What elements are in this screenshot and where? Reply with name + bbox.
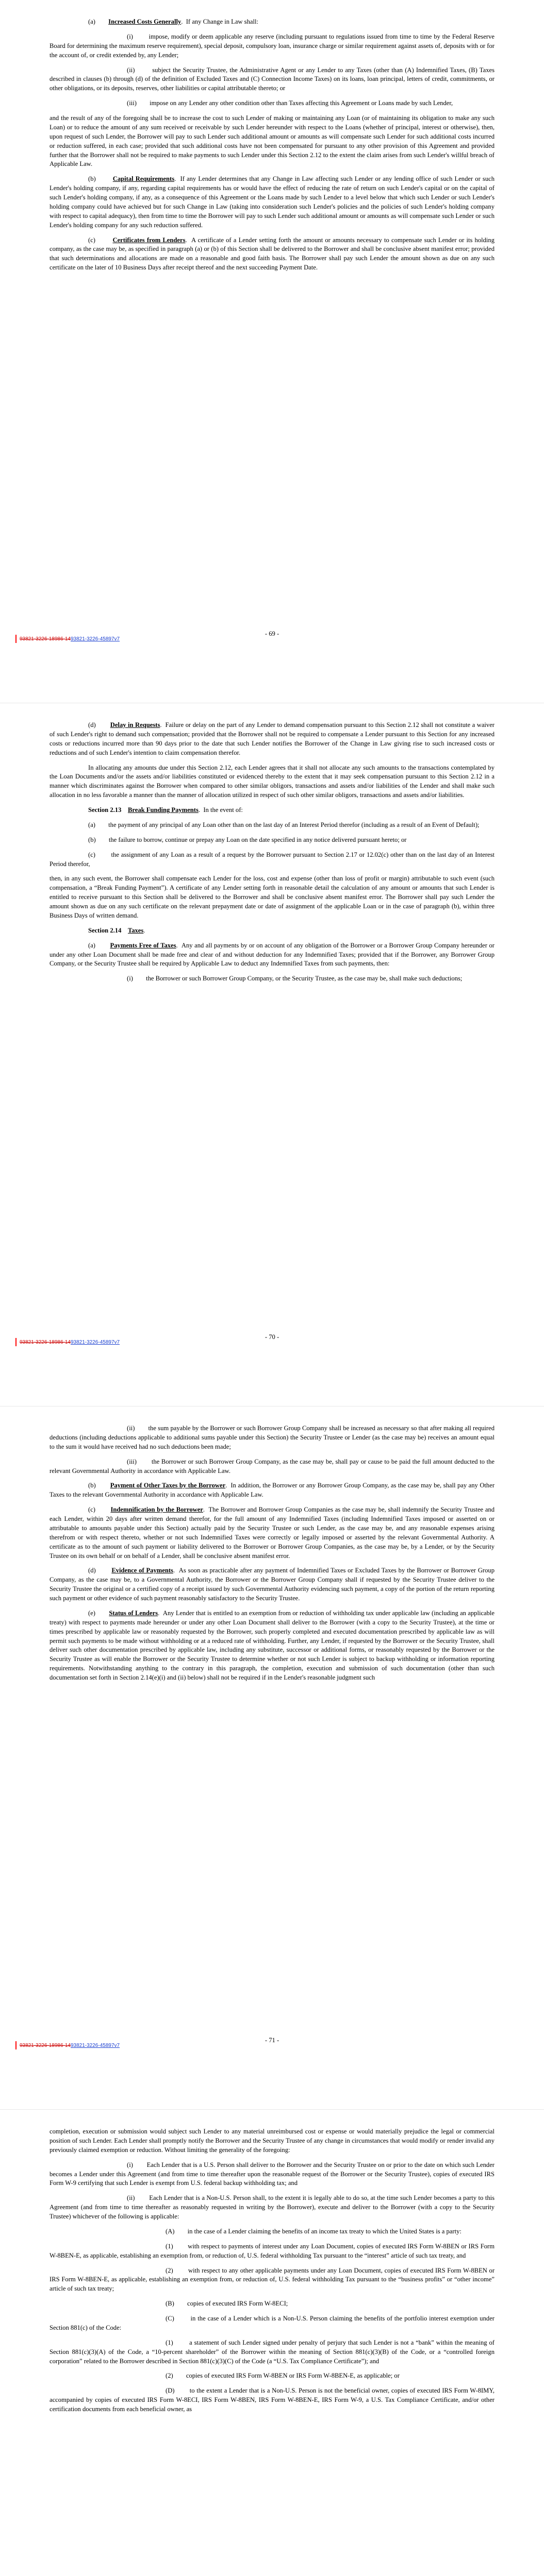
document-id	[20, 2042, 120, 2049]
paragraph-text: As soon as practicable after any payment of Indemnified Taxes or Excluded Taxes by the Borrower or Borrower Group Company, as the case may be, to a Governmental Authority, the Borrower or the Borrower Group Company shall if requested by the Security Trustee deliver to the Security Trustee the original or a certified copy of a receipt issued by such Governmental Authority evidencing such payment, a copy of the portion of the return reporting such payment or other evidence of such payment reasonably satisfactory to the Security Trustee.	[50, 1567, 495, 1602]
page-number: - 71 -	[265, 2037, 279, 2044]
paragraph: (d) Evidence of Payments. As soon as practicable after any payment of Indemnified Taxes or Excluded Taxes by the Borrower or Borrower Group Company, as the case may be, to a Governmental Authority, the Borrower or the Borrower Group Company shall if requested by the Security Trustee deliver to the Security Trustee the original or a certified copy of a receipt issued by such Governmental Authority evidencing such payment, a copy of the portion of the return reporting such payment or other evidence of such payment reasonably satisfactory to the Security Trustee.	[50, 1567, 495, 1602]
clause-label: (A)	[166, 2227, 175, 2235]
paragraph	[50, 32, 494, 60]
change-bar	[15, 2041, 17, 2049]
paragraph	[50, 2194, 494, 2222]
page	[0, 0, 544, 703]
paragraph	[50, 99, 494, 108]
clause-label: (ii)	[127, 1425, 135, 1432]
paragraph-text: the assignment of any Loan as a result of a request by the Borrower pursuant to Section 2.17 or 12.02(c) other than on the last day of an Interest Period therefor,	[50, 851, 494, 868]
page-footer	[0, 2036, 544, 2052]
paragraph-text: In allocating any amounts due under this Section 2.12, each Lender agrees that it shall not allocate any such amounts to the transactions contemplated by the Loan Documents and/or the assets and/or liabilities constituted or evidenced thereby to the extent that it may seek compensation pursuant to this Section 2.12 in a manner which discriminates against the Borrower when compared to other similar obligors, transactions and assets and/or liabilities of the Lender and shall make such allocation in no less favorable a manner than the manner of allocation utilized in respect of such other similar obligors, transactions and assets and/or liabilities.	[50, 764, 494, 799]
paragraph-text: Any and all payments by or on account of any obligation of the Borrower or a Borrower Group Company hereunder or under any other Loan Document shall be made free and clear of and without deduction for any Indemnified Taxes; provided that if the Borrower, any Borrower Group Company, or the Security Trustee shall be required by Applicable Law to deduct any Indemnified Taxes from such payments, then:	[50, 941, 494, 968]
clause-label: (1)	[166, 2242, 173, 2250]
paragraph: (e) Status of Lenders. Any Lender that is entitled to an exemption from or reduction of withholding tax under applicable law (including an applicable treaty) with respect to payments made hereunder or under any other Loan Document shall deliver to the Borrower (with a copy to the Security Trustee), at the time or times prescribed by applicable law or reasonably requested by the Borrower, such properly completed and executed documentation prescribed by applicable law as will permit such payments to be made without withholding or at a reduced rate of withholding. Further, any Lender, if requested by the Borrower or the Security Trustee, shall deliver such other documentation prescribed by applicable law, including any substitute, successor or additional forms, or reasonably requested by the Borrower or the Security Trustee as will enable the Borrower or the Security Trustee to determine whether or not such Lender is subject to backup withholding or information reporting requirements. Notwithstanding anything to the contrary in this paragraph, the completion, execution and submission of such documentation (other than such documentation set forth in Section 2.14(e)(i) and (ii) below) shall not be required if in the Lender's reasonable judgment such	[50, 1609, 495, 1681]
section-number: Section 2.13	[88, 806, 122, 814]
paragraph: (a) Increased Costs Generally. If any Change in Law shall:	[88, 18, 258, 25]
clause-label: (1)	[166, 2338, 173, 2346]
paragraph-text: copies of executed IRS Form W-8BEN or IRS Form W-8BEN-E, as applicable; or	[186, 2372, 400, 2380]
paragraph-text: in the case of a Lender claiming the benefits of an income tax treaty to which the United States is a party:	[187, 2227, 461, 2235]
clause-label: (b)	[88, 836, 96, 843]
clause-title: Capital Requirements	[112, 175, 175, 183]
document-id-deleted: 93821-3226-18986-14	[20, 1340, 71, 1345]
paragraph	[50, 821, 494, 830]
page-number: - 69 -	[265, 630, 279, 637]
clause-label: (c)	[88, 236, 95, 244]
clause-title: Evidence of Payments	[111, 1567, 173, 1574]
paragraph-text: in the case of a Lender which is a Non-U.S. Person claiming the benefits of the portfolio interest exemption under Section 881(c) of the Code:	[50, 2315, 494, 2331]
paragraph-text: If any Change in Law shall:	[186, 18, 258, 25]
paragraph-text: and the result of any of the foregoing shall be to increase the cost to such Lender of making or maintaining any Loan (or of maintaining its obligation to make any such Loan) or to reduce the amount of any sum received or receivable by such Lender hereunder with respect to the Loans (whether of principal, interest or otherwise), then, upon request of such Lender, the Borrower will pay to such Lender such additional amount or amounts as will compensate such Lender for such additional costs incurred or reduction suffered, in each case; provided that such additional costs have not been compensated for pursuant to any other provision of this Agreement and provided further that the Borrower shall not be required to make payments to such Lender under this Section 2.12 to the extent the claim arises from such Lender's willful breach of Applicable Law.	[50, 114, 494, 168]
page-footer	[0, 630, 544, 645]
paragraph: (a) Payments Free of Taxes. Any and all payments by or on account of any obligation of the Borrower or a Borrower Group Company hereunder or under any other Loan Document shall be made free and clear of and without deduction for any Indemnified Taxes; provided that if the Borrower, any Borrower Group Company, or the Security Trustee shall be required by Applicable Law to deduct any Indemnified Taxes from such payments, then:	[50, 941, 494, 968]
clause-label: (C)	[166, 2315, 174, 2322]
paragraph-text: The Borrower and Borrower Group Companies as the case may be, shall indemnify the Security Trustee and each Lender, within 20 days after written demand therefor, for the full amount of any Indemnified Taxes (including Indemnified Taxes imposed or asserted on or attributable to amounts payable under this Section) actually paid by the Security Trustee or such Lender, as the case may be, and any reasonable expenses arising therefrom or with respect thereto, whether or not such Indemnified Taxes were correctly or legally imposed or asserted by the relevant Governmental Authority. A certificate as to the amount of such payment or liability delivered to the Borrower or Borrower Group Companies, as the case may be, by a Lender, or by the Security Trustee on its own behalf or on behalf of a Lender, shall be conclusive absent manifest error.	[50, 1506, 495, 1560]
paragraph	[50, 2338, 494, 2366]
clause-label: (i)	[127, 2161, 133, 2168]
page-number: - 70 -	[265, 1333, 279, 1341]
paragraph-text: In addition, the Borrower or any Borrower Group Company, as the case may be, shall pay any Other Taxes to the relevant Governmental Authority in accordance with Applicable Law.	[50, 1482, 495, 1499]
paragraph	[50, 2227, 494, 2236]
paragraph	[50, 2314, 494, 2333]
clause-label: (iii)	[127, 99, 137, 107]
clause-label: (c)	[88, 851, 95, 858]
paragraph-text: Each Lender that is a U.S. Person shall deliver to the Borrower and the Security Trustee on or prior to the date on which such Lender becomes a Lender under this Agreement (and from time to time thereafter upon the reasonable request of the Borrower or the Security Trustee), copies of executed IRS Form W-9 certifying that such Lender is exempt from U.S. federal backup withholding tax; and	[50, 2161, 495, 2187]
clause-label: (B)	[166, 2300, 174, 2308]
clause-label: (i)	[127, 975, 133, 982]
clause-label: (iii)	[127, 1458, 137, 1465]
paragraph	[50, 974, 494, 984]
paragraph-text: the failure to borrow, continue or prepay any Loan on the date specified in any notice delivered pursuant hereto; or	[108, 836, 407, 843]
paragraph-text: the payment of any principal of any Loan other than on the last day of an Interest Period therefor (including as a result of an Event of Default);	[108, 821, 480, 828]
paragraph	[50, 874, 494, 920]
paragraph	[50, 1424, 494, 1452]
paragraph-text: the Borrower or such Borrower Group Company, as the case may be, shall pay or cause to be paid the full amount deducted to the relevant Governmental Authority in accordance with Applicable Law.	[50, 1458, 494, 1475]
paragraph: (c) Indemnification by the Borrower. The Borrower and Borrower Group Companies as the case may be, shall indemnify the Security Trustee and each Lender, within 20 days after written demand therefor, for the full amount of any Indemnified Taxes (including Indemnified Taxes imposed or asserted on or attributable to amounts payable under this Section) actually paid by the Security Trustee or such Lender, as the case may be, and any reasonable expenses arising therefrom or with respect thereto, whether or not such Indemnified Taxes were correctly or legally imposed or asserted by the relevant Governmental Authority. A certificate as to the amount of such payment or liability delivered to the Borrower or Borrower Group Companies, as the case may be, by a Lender, or by the Security Trustee on its own behalf or on behalf of a Lender, shall be conclusive absent manifest error.	[50, 1506, 495, 1560]
clause-label: (c)	[88, 1506, 95, 1514]
paragraph-text: Each Lender that is a Non-U.S. Person shall, to the extent it is legally able to do so, at the time such Lender becomes a party to this Agreement (and from time to time thereafter as reasonably requested in writing by the Borrower), execute and deliver to the Borrower (with a copy to the Security Trustee) whichever of the following is applicable:	[50, 2194, 495, 2220]
document-id-inserted: 93821-3226-45897v7	[70, 2043, 120, 2048]
paragraph-text: with respect to payments of interest under any Loan Document, copies of executed IRS Form W-8BEN or IRS Form W-8BEN-E, as applicable, establishing an exemption from, or reduction of, U.S. federal withholding Tax pursuant to the “interest” article of such tax treaty, and	[50, 2242, 494, 2259]
page	[0, 1406, 544, 2110]
clause-label: (D)	[166, 2387, 175, 2395]
clause-label: (a)	[88, 18, 95, 25]
change-bar	[15, 1338, 17, 1346]
paragraph-text: a statement of such Lender signed under penalty of perjury that such Lender is not a “bank” within the meaning of Section 881(c)(3)(A) of the Code, a “10-percent shareholder” of the Borrower within the meaning of Section 881(c)(3)(B) of the Code, or a “controlled foreign corporation” related to the Borrower described in Section 881(c)(3)(C) of the Code (a “U.S. Tax Compliance Certificate”); and	[50, 2338, 494, 2365]
paragraph	[50, 66, 494, 94]
paragraph-text: Any Lender that is entitled to an exemption from or reduction of withholding tax under applicable law (including an applicable treaty) with respect to payments made hereunder or under any other Loan Document shall deliver to the Borrower (with a copy to the Security Trustee), at the time or times prescribed by applicable law or reasonably requested by the Borrower, such properly completed and executed documentation prescribed by applicable law as will permit such payments to be made without withholding or at a reduced rate of withholding. Further, any Lender, if requested by the Borrower or the Security Trustee, shall deliver such other documentation prescribed by applicable law, including any substitute, successor or additional forms, or reasonably requested by the Borrower or the Security Trustee as will enable the Borrower or the Security Trustee to determine whether or not such Lender is subject to backup withholding or information reporting requirements. Notwithstanding anything to the contrary in this paragraph, the completion, execution and submission of such documentation (other than such documentation set forth in Section 2.14(e)(i) and (ii) below) shall not be required if in the Lender's reasonable judgment such	[50, 1609, 495, 1681]
paragraph	[50, 114, 494, 169]
document-id	[20, 636, 120, 643]
paragraph	[50, 764, 494, 801]
paragraph: (b) Payment of Other Taxes by the Borrower. In addition, the Borrower or any Borrower Group Company, as the case may be, shall pay any Other Taxes to the relevant Governmental Authority in accordance with Applicable Law.	[50, 1482, 495, 1499]
paragraph	[50, 2266, 494, 2294]
clause-title: Indemnification by the Borrower	[110, 1506, 203, 1514]
paragraph	[50, 2371, 494, 2381]
page-footer	[0, 1333, 544, 1348]
clause-label: (e)	[88, 1609, 95, 1617]
clause-label: (d)	[88, 721, 96, 728]
paragraph-text: copies of executed IRS Form W-8ECI;	[187, 2300, 288, 2308]
section-number: Section 2.14	[88, 926, 122, 934]
clause-label: (ii)	[127, 2194, 135, 2202]
paragraph-text: completion, execution or submission would subject such Lender to any material unreimbursed cost or expense or would materially prejudice the legal or commercial position of such Lender. Each Lender shall promptly notify the Borrower and the Security Trustee of any change in circumstances that would modify or render invalid any previously claimed exemption or reduction. Without limiting the generality of the foregoing:	[50, 2128, 494, 2154]
paragraph: (c) Certificates from Lenders. A certificate of a Lender setting forth the amount or amounts necessary to compensate such Lender or its holding company, as the case may be, as specified in paragraph (a) or (b) of this Section shall be delivered to the Borrower and shall be conclusive absent manifest error; provided that such determinations and allocations are made on a reasonable and good faith basis. The Borrower shall pay such Lender the amount shown as due on any such certificate on the later of 10 Business Days after receipt thereof and the next succeeding Payment Date.	[50, 236, 495, 272]
page	[0, 2110, 544, 2576]
paragraph: Section 2.13 Break Funding Payments. In the event of:	[88, 806, 243, 814]
clause-title: Increased Costs Generally	[108, 18, 182, 25]
paragraph-text: with respect to any other applicable payments under any Loan Document, copies of executed IRS Form W-8BEN or IRS Form W-8BEN-E, as applicable, establishing an exemption from, or reduction of, U.S. federal withholding Tax pursuant to the “business profits” or “other income” article of such tax treaty;	[50, 2266, 495, 2293]
paragraph	[50, 2161, 494, 2189]
clause-label: (2)	[166, 2266, 173, 2274]
document-id-inserted: 93821-3226-45897v7	[70, 1340, 120, 1345]
clause-label: (b)	[88, 175, 96, 183]
paragraph-text: the Borrower or such Borrower Group Company, or the Security Trustee, as the case may be, shall make such deductions;	[146, 975, 463, 982]
paragraph-text: A certificate of a Lender setting forth the amount or amounts necessary to compensate such Lender or its holding company, as the case may be, as specified in paragraph (a) or (b) of this Section shall be delivered to the Borrower and shall be conclusive absent manifest error; provided that such determinations and allocations are made on a reasonable and good faith basis. The Borrower shall pay such Lender the amount shown as due on any such certificate on the later of 10 Business Days after receipt thereof and the next succeeding Payment Date.	[50, 236, 495, 272]
paragraph: (b) Capital Requirements. If any Lender determines that any Change in Law affecting such Lender or any lending office of such Lender or such Lender's holding company, if any, regarding capital requirements has or would have the effect of reducing the rate of return on such Lender's capital or on the capital of such Lender's holding company, if any, as a consequence of this Agreement or the Loans made by such Lender to a level below that which such Lender or such Lender's holding company could have achieved but for such Change in Law (taking into consideration such Lender's policies and the policies of such Lender's holding company with respect to capital adequacy), then from time to time the Borrower will pay to such Lender such additional amount or amounts as will compensate such Lender or such Lender's holding company for any such reduction suffered.	[50, 175, 495, 229]
paragraph	[50, 836, 494, 845]
clause-title: Payments Free of Taxes	[110, 941, 176, 949]
paragraph-text: subject the Security Trustee, the Administrative Agent or any Lender to any Taxes (other than (A) Indemnified Taxes, (B) Taxes described in clauses (b) through (d) of the definition of Excluded Taxes and (C) Connection Income Taxes) on its loans, loan principal, letters of credit, commitments, or other obligations, or its deposits, reserves, other liabilities or capital attributable thereto; or	[50, 66, 494, 92]
paragraph-text: In the event of:	[203, 806, 243, 814]
paragraph-text: the sum payable by the Borrower or such Borrower Group Company shall be increased as necessary so that after making all required deductions (including deductions applicable to additional sums payable under this Section) the Security Trustee or Lender (as the case may be) receives an amount equal to the sum it would have received had no such deductions been made;	[50, 1425, 495, 1450]
clause-label: (i)	[127, 32, 133, 40]
section-title: Taxes	[127, 926, 144, 934]
paragraph-text: If any Lender determines that any Change in Law affecting such Lender or any lending office of such Lender or such Lender's holding company, if any, regarding capital requirements has or would have the effect of reducing the rate of return on such Lender's capital or on the capital of such Lender's holding company, if any, as a consequence of this Agreement or the Loans made by such Lender to a level below that which such Lender or such Lender's holding company could have achieved but for such Change in Law (taking into consideration such Lender's policies and the policies of such Lender's holding company with respect to capital adequacy), then from time to time the Borrower will pay to such Lender such additional amount or amounts as will compensate such Lender or such Lender's holding company for any such reduction suffered.	[50, 175, 495, 229]
page	[0, 703, 544, 1406]
paragraph	[50, 1458, 494, 1476]
document-id-deleted: 93821-3226-18986-14	[20, 2043, 71, 2048]
paragraph-text: to the extent a Lender that is a Non-U.S. Person is not the beneficial owner, copies of executed IRS Form W-8IMY, accompanied by copies of executed IRS Form W-8ECI, IRS Form W-8BEN, IRS Form W-8BEN-E, IRS Form W-9, a U.S. Tax Compliance Certificate, and/or other certification documents from each beneficial owner, as	[50, 2387, 494, 2413]
clause-label: (d)	[88, 1567, 96, 1574]
paragraph-text: then, in any such event, the Borrower shall compensate each Lender for the loss, cost and expense (other than loss of profit or margin) attributable to such event (such compensation, a “Break Funding Payment”). A certificate of any Lender setting forth in reasonable detail the calculation of any amount or amounts that such Lender is entitled to receive pursuant to this Section shall be delivered to the Borrower and shall be conclusive absent manifest error. The Borrower shall pay such Lender the amount shown as due on any such certificate on the relevant prepayment date or date of assignment of the applicable Loan or in the case of paragraph (b), within three Business Days of written demand.	[50, 875, 494, 919]
paragraph	[50, 2299, 494, 2309]
paragraph	[50, 2386, 494, 2414]
change-bar	[15, 635, 17, 643]
clause-title: Payment of Other Taxes by the Borrower	[110, 1482, 226, 1489]
clause-label: (ii)	[127, 66, 135, 74]
clause-label: (2)	[166, 2372, 173, 2380]
clause-label: (a)	[88, 821, 95, 828]
clause-title: Certificates from Lenders	[112, 236, 186, 244]
clause-title: Delay in Requests	[110, 721, 160, 728]
document-id-deleted: 93821-3226-18986-14	[20, 636, 71, 642]
section-title: Break Funding Payments	[127, 806, 199, 814]
clause-title: Status of Lenders	[109, 1609, 158, 1617]
clause-label: (a)	[88, 941, 95, 949]
paragraph: (d) Delay in Requests. Failure or delay on the part of any Lender to demand compensation pursuant to this Section 2.12 shall not constitute a waiver of such Lender's right to demand such compensation; provided that the Borrower shall not be required to compensate a Lender pursuant to this Section for any increased costs or reductions incurred more than 90 days prior to the date that such Lender notifies the Borrower of the Change in Law giving rise to such increased costs or reductions and of such Lender's intention to claim compensation therefor.	[50, 721, 495, 756]
paragraph	[50, 851, 494, 869]
document-id	[20, 1339, 120, 1346]
paragraph-text: Failure or delay on the part of any Lender to demand compensation pursuant to this Section 2.12 shall not constitute a waiver of such Lender's right to demand such compensation; provided that the Borrower shall not be required to compensate a Lender pursuant to this Section for any increased costs or reductions incurred more than 90 days prior to the date that such Lender notifies the Borrower of the Change in Law giving rise to such increased costs or reductions and of such Lender's intention to claim compensation therefor.	[50, 721, 495, 756]
document-id-inserted: 93821-3226-45897v7	[70, 636, 120, 642]
paragraph	[50, 2127, 494, 2155]
paragraph: Section 2.14 Taxes.	[88, 926, 149, 934]
clause-label: (b)	[88, 1482, 96, 1489]
paragraph-text: impose, modify or deem applicable any reserve (including pursuant to regulations issued from time to time by the Federal Reserve Board for determining the maximum reserve requirement), special deposit, compulsory loan, insurance charge or similar requirement against assets of, deposits with or for the account of, or credit extended by, any Lender;	[50, 32, 495, 59]
paragraph-text: impose on any Lender any other condition other than Taxes affecting this Agreement or Loans made by such Lender,	[150, 99, 453, 107]
paragraph	[50, 2242, 494, 2261]
